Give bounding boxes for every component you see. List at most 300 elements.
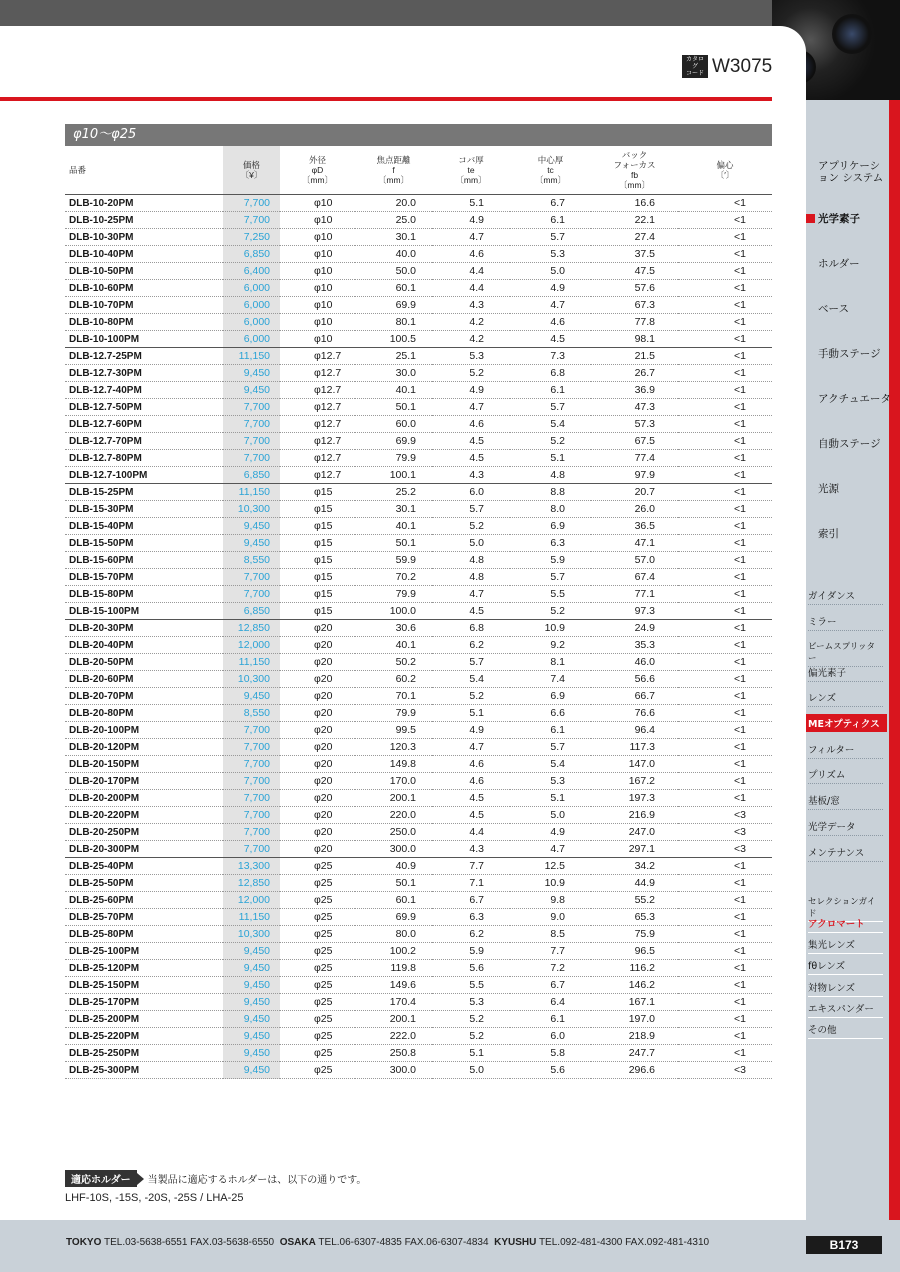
- sidebar-ac-achromat[interactable]: アクロマート: [808, 916, 883, 933]
- cell-focal-length: 79.9: [355, 586, 432, 603]
- cell-back-focus: 55.2: [591, 892, 678, 909]
- sidebar-ac-expander[interactable]: エキスパンダー: [808, 1001, 883, 1018]
- cell-back-focus: 76.6: [591, 705, 678, 722]
- table-row: [65, 297, 772, 314]
- table-row: [65, 501, 772, 518]
- cell-outer-diameter: φ12.7: [280, 467, 355, 484]
- cell-price: 6,850: [223, 603, 280, 620]
- table-row: [65, 229, 772, 246]
- cell-focal-length: 100.0: [355, 603, 432, 620]
- cell-edge-thickness: 5.2: [432, 688, 510, 705]
- cell-decentration: <1: [678, 790, 772, 807]
- cell-center-thickness: 5.0: [510, 263, 591, 280]
- cell-center-thickness: 4.5: [510, 331, 591, 348]
- cell-edge-thickness: 4.5: [432, 807, 510, 824]
- column-header-focal-length: 焦点距離 f 〔mm〕: [355, 146, 432, 195]
- spec-table-section: [65, 124, 772, 1079]
- cell-focal-length: 60.0: [355, 416, 432, 433]
- cell-back-focus: 117.3: [591, 739, 678, 756]
- cell-edge-thickness: 4.5: [432, 790, 510, 807]
- cell-center-thickness: 6.8: [510, 365, 591, 382]
- cell-part-number: DLB-10-30PM: [65, 229, 223, 246]
- cell-edge-thickness: 5.1: [432, 1045, 510, 1062]
- sidebar-sub-optical-data[interactable]: 光学データ: [808, 819, 883, 836]
- holder-label: 適応ホルダー: [65, 1170, 137, 1187]
- cell-outer-diameter: φ12.7: [280, 382, 355, 399]
- cell-decentration: <1: [678, 977, 772, 994]
- cell-edge-thickness: 5.3: [432, 994, 510, 1011]
- cell-price: 7,700: [223, 739, 280, 756]
- cell-focal-length: 79.9: [355, 705, 432, 722]
- cell-price: 7,700: [223, 416, 280, 433]
- cell-outer-diameter: φ12.7: [280, 433, 355, 450]
- cell-center-thickness: 4.7: [510, 841, 591, 858]
- arrow-right-icon: [137, 1173, 144, 1185]
- cell-part-number: DLB-25-70PM: [65, 909, 223, 926]
- cell-price: 9,450: [223, 960, 280, 977]
- sidebar-ac-objective[interactable]: 対物レンズ: [808, 980, 883, 997]
- cell-focal-length: 40.0: [355, 246, 432, 263]
- cell-decentration: <1: [678, 212, 772, 229]
- cell-center-thickness: 10.9: [510, 875, 591, 892]
- table-row: [65, 212, 772, 229]
- cell-edge-thickness: 5.0: [432, 1062, 510, 1079]
- cell-back-focus: 296.6: [591, 1062, 678, 1079]
- cell-outer-diameter: φ20: [280, 807, 355, 824]
- header-divider: [0, 97, 772, 101]
- table-row: [65, 841, 772, 858]
- cell-decentration: <1: [678, 535, 772, 552]
- cell-center-thickness: 8.8: [510, 484, 591, 501]
- sidebar-sub-lens[interactable]: レンズ: [808, 690, 883, 707]
- sidebar-item-application-system[interactable]: アプリケーション システム: [818, 160, 884, 184]
- cell-outer-diameter: φ12.7: [280, 450, 355, 467]
- cell-decentration: <1: [678, 484, 772, 501]
- cell-part-number: DLB-20-200PM: [65, 790, 223, 807]
- sidebar-item-light-source[interactable]: 光源: [818, 483, 839, 495]
- sidebar-item-auto-stage[interactable]: 自動ステージ: [818, 438, 881, 450]
- cell-center-thickness: 9.8: [510, 892, 591, 909]
- cell-outer-diameter: φ20: [280, 841, 355, 858]
- cell-decentration: <1: [678, 909, 772, 926]
- cell-price: 7,700: [223, 790, 280, 807]
- cell-center-thickness: 5.3: [510, 246, 591, 263]
- sidebar-sub-substrate[interactable]: 基板/窓: [808, 793, 883, 810]
- cell-focal-length: 60.1: [355, 892, 432, 909]
- sidebar-item-holder[interactable]: ホルダー: [818, 258, 860, 270]
- cell-back-focus: 67.3: [591, 297, 678, 314]
- cell-price: 9,450: [223, 1062, 280, 1079]
- cell-price: 10,300: [223, 671, 280, 688]
- cell-price: 9,450: [223, 382, 280, 399]
- cell-back-focus: 36.5: [591, 518, 678, 535]
- cell-decentration: <1: [678, 1011, 772, 1028]
- column-header-center-thickness: 中心厚 tc 〔mm〕: [510, 146, 591, 195]
- top-bar: [0, 0, 800, 26]
- cell-price: 9,450: [223, 1045, 280, 1062]
- table-row: [65, 960, 772, 977]
- table-row: [65, 603, 772, 620]
- cell-focal-length: 60.2: [355, 671, 432, 688]
- sidebar-sub-polarizer[interactable]: 偏光素子: [808, 665, 883, 682]
- cell-edge-thickness: 5.6: [432, 960, 510, 977]
- cell-outer-diameter: φ10: [280, 280, 355, 297]
- cell-outer-diameter: φ20: [280, 705, 355, 722]
- table-row: [65, 314, 772, 331]
- sidebar-sub-beam-splitter[interactable]: ビームスプリッター: [808, 640, 883, 667]
- cell-decentration: <1: [678, 756, 772, 773]
- cell-price: 7,700: [223, 841, 280, 858]
- cell-edge-thickness: 5.2: [432, 365, 510, 382]
- cell-price: 9,450: [223, 1028, 280, 1045]
- sidebar-item-actuator[interactable]: アクチュエータ: [818, 393, 891, 405]
- sidebar-sub-guidance[interactable]: ガイダンス: [808, 588, 883, 605]
- cell-focal-length: 100.1: [355, 467, 432, 484]
- holder-models: LHF-10S, -15S, -20S, -25S / LHA-25: [65, 1192, 244, 1204]
- cell-center-thickness: 5.7: [510, 739, 591, 756]
- sidebar-ac-selection-guide[interactable]: セレクションガイド: [808, 895, 883, 922]
- cell-decentration: <1: [678, 297, 772, 314]
- cell-back-focus: 46.0: [591, 654, 678, 671]
- cell-price: 11,150: [223, 484, 280, 501]
- cell-part-number: DLB-25-300PM: [65, 1062, 223, 1079]
- sidebar-sub-filter[interactable]: フィルター: [808, 742, 883, 759]
- cell-decentration: <1: [678, 586, 772, 603]
- cell-edge-thickness: 4.4: [432, 280, 510, 297]
- cell-back-focus: 147.0: [591, 756, 678, 773]
- cell-focal-length: 170.0: [355, 773, 432, 790]
- cell-focal-length: 79.9: [355, 450, 432, 467]
- table-row: [65, 416, 772, 433]
- cell-price: 9,450: [223, 518, 280, 535]
- cell-edge-thickness: 5.1: [432, 705, 510, 722]
- cell-price: 11,150: [223, 909, 280, 926]
- cell-center-thickness: 6.1: [510, 382, 591, 399]
- cell-edge-thickness: 6.2: [432, 637, 510, 654]
- table-row: [65, 1011, 772, 1028]
- cell-part-number: DLB-20-100PM: [65, 722, 223, 739]
- cell-price: 9,450: [223, 994, 280, 1011]
- cell-price: 7,700: [223, 569, 280, 586]
- cell-focal-length: 220.0: [355, 807, 432, 824]
- column-header-edge-thickness: コバ厚 te 〔mm〕: [432, 146, 510, 195]
- cell-price: 12,000: [223, 892, 280, 909]
- cell-focal-length: 25.1: [355, 348, 432, 365]
- cell-part-number: DLB-15-80PM: [65, 586, 223, 603]
- cell-decentration: <1: [678, 875, 772, 892]
- cell-price: 7,700: [223, 773, 280, 790]
- table-row: [65, 246, 772, 263]
- cell-focal-length: 149.8: [355, 756, 432, 773]
- cell-outer-diameter: φ10: [280, 229, 355, 246]
- cell-focal-length: 69.9: [355, 909, 432, 926]
- cell-outer-diameter: φ25: [280, 1011, 355, 1028]
- cell-focal-length: 40.1: [355, 637, 432, 654]
- cell-outer-diameter: φ10: [280, 263, 355, 280]
- table-row: [65, 892, 772, 909]
- cell-price: 7,700: [223, 212, 280, 229]
- active-marker-icon: [806, 214, 815, 223]
- cell-center-thickness: 8.5: [510, 926, 591, 943]
- cell-decentration: <1: [678, 501, 772, 518]
- cell-part-number: DLB-15-30PM: [65, 501, 223, 518]
- cell-part-number: DLB-10-40PM: [65, 246, 223, 263]
- table-row: [65, 518, 772, 535]
- cell-back-focus: 35.3: [591, 637, 678, 654]
- cell-center-thickness: 8.1: [510, 654, 591, 671]
- cell-focal-length: 69.9: [355, 297, 432, 314]
- cell-focal-length: 30.1: [355, 229, 432, 246]
- cell-price: 7,700: [223, 756, 280, 773]
- table-row: [65, 1028, 772, 1045]
- cell-decentration: <1: [678, 467, 772, 484]
- cell-part-number: DLB-25-150PM: [65, 977, 223, 994]
- cell-part-number: DLB-10-80PM: [65, 314, 223, 331]
- cell-outer-diameter: φ10: [280, 314, 355, 331]
- cell-outer-diameter: φ25: [280, 1045, 355, 1062]
- sidebar-item-base[interactable]: ベース: [818, 303, 849, 315]
- cell-center-thickness: 10.9: [510, 620, 591, 637]
- cell-edge-thickness: 4.7: [432, 399, 510, 416]
- cell-back-focus: 20.7: [591, 484, 678, 501]
- catalog-code: [682, 55, 772, 78]
- table-header: [65, 146, 772, 195]
- table-row: [65, 280, 772, 297]
- table-row: [65, 382, 772, 399]
- cell-focal-length: 60.1: [355, 280, 432, 297]
- cell-back-focus: 146.2: [591, 977, 678, 994]
- cell-back-focus: 57.0: [591, 552, 678, 569]
- sidebar-item-optical-elements[interactable]: 光学素子: [806, 211, 860, 226]
- cell-center-thickness: 8.0: [510, 501, 591, 518]
- cell-back-focus: 116.2: [591, 960, 678, 977]
- table-row: [65, 450, 772, 467]
- cell-back-focus: 77.1: [591, 586, 678, 603]
- table-row: [65, 654, 772, 671]
- table-row: [65, 688, 772, 705]
- sidebar-item-manual-stage[interactable]: 手動ステージ: [818, 348, 881, 360]
- table-row: [65, 467, 772, 484]
- table-row: [65, 756, 772, 773]
- cell-decentration: <1: [678, 348, 772, 365]
- cell-back-focus: 247.7: [591, 1045, 678, 1062]
- sidebar-ac-condenser[interactable]: 集光レンズ: [808, 937, 883, 954]
- cell-outer-diameter: φ20: [280, 824, 355, 841]
- sidebar-item-index[interactable]: 索引: [818, 528, 839, 540]
- cell-center-thickness: 5.7: [510, 229, 591, 246]
- cell-decentration: <3: [678, 824, 772, 841]
- table-row: [65, 824, 772, 841]
- cell-price: 10,300: [223, 501, 280, 518]
- cell-edge-thickness: 4.3: [432, 841, 510, 858]
- cell-outer-diameter: φ20: [280, 773, 355, 790]
- cell-edge-thickness: 4.5: [432, 450, 510, 467]
- cell-decentration: <1: [678, 637, 772, 654]
- cell-part-number: DLB-12.7-80PM: [65, 450, 223, 467]
- cell-decentration: <1: [678, 705, 772, 722]
- cell-part-number: DLB-20-300PM: [65, 841, 223, 858]
- cell-outer-diameter: φ20: [280, 688, 355, 705]
- cell-edge-thickness: 5.3: [432, 348, 510, 365]
- cell-edge-thickness: 4.3: [432, 297, 510, 314]
- cell-outer-diameter: φ12.7: [280, 416, 355, 433]
- cell-price: 6,000: [223, 331, 280, 348]
- cell-price: 9,450: [223, 365, 280, 382]
- cell-part-number: DLB-10-50PM: [65, 263, 223, 280]
- cell-outer-diameter: φ25: [280, 943, 355, 960]
- cell-focal-length: 99.5: [355, 722, 432, 739]
- cell-decentration: <1: [678, 1045, 772, 1062]
- cell-outer-diameter: φ20: [280, 654, 355, 671]
- cell-decentration: <1: [678, 331, 772, 348]
- cell-price: 7,700: [223, 824, 280, 841]
- cell-center-thickness: 7.4: [510, 671, 591, 688]
- cell-focal-length: 30.0: [355, 365, 432, 382]
- cell-edge-thickness: 4.2: [432, 314, 510, 331]
- cell-part-number: DLB-12.7-100PM: [65, 467, 223, 484]
- table-row: [65, 943, 772, 960]
- cell-focal-length: 59.9: [355, 552, 432, 569]
- sidebar-sub-maintenance[interactable]: メンテナンス: [808, 845, 883, 862]
- cell-decentration: <1: [678, 569, 772, 586]
- cell-part-number: DLB-15-70PM: [65, 569, 223, 586]
- cell-center-thickness: 5.3: [510, 773, 591, 790]
- cell-outer-diameter: φ10: [280, 331, 355, 348]
- table-row: [65, 620, 772, 637]
- cell-price: 9,450: [223, 535, 280, 552]
- column-header-decentration: 偏心 〔′〕: [678, 146, 772, 195]
- cell-focal-length: 250.0: [355, 824, 432, 841]
- cell-part-number: DLB-20-150PM: [65, 756, 223, 773]
- cell-part-number: DLB-10-70PM: [65, 297, 223, 314]
- cell-back-focus: 26.0: [591, 501, 678, 518]
- cell-focal-length: 40.1: [355, 518, 432, 535]
- cell-part-number: DLB-15-25PM: [65, 484, 223, 501]
- cell-back-focus: 216.9: [591, 807, 678, 824]
- cell-back-focus: 97.3: [591, 603, 678, 620]
- sidebar-sub-me-optics[interactable]: MEオプティクス: [806, 714, 887, 732]
- cell-edge-thickness: 4.8: [432, 569, 510, 586]
- column-header-back-focus: バック フォーカス fb 〔mm〕: [591, 146, 678, 195]
- cell-part-number: DLB-25-120PM: [65, 960, 223, 977]
- kyushu-label: KYUSHU: [494, 1237, 537, 1248]
- cell-edge-thickness: 4.9: [432, 382, 510, 399]
- cell-outer-diameter: φ12.7: [280, 365, 355, 382]
- cell-center-thickness: 7.2: [510, 960, 591, 977]
- cell-edge-thickness: 4.5: [432, 433, 510, 450]
- sidebar-ac-ftheta[interactable]: fθレンズ: [808, 958, 883, 975]
- cell-price: 7,700: [223, 807, 280, 824]
- cell-edge-thickness: 4.7: [432, 739, 510, 756]
- cell-part-number: DLB-20-80PM: [65, 705, 223, 722]
- table-row: [65, 705, 772, 722]
- cell-center-thickness: 5.6: [510, 1062, 591, 1079]
- cell-edge-thickness: 6.2: [432, 926, 510, 943]
- cell-outer-diameter: φ10: [280, 246, 355, 263]
- cell-decentration: <1: [678, 926, 772, 943]
- kyushu-contact: TEL.092-481-4300 FAX.092-481-4310: [538, 1237, 710, 1248]
- cell-center-thickness: 4.7: [510, 297, 591, 314]
- cell-center-thickness: 6.6: [510, 705, 591, 722]
- cell-edge-thickness: 5.0: [432, 535, 510, 552]
- cell-focal-length: 119.8: [355, 960, 432, 977]
- cell-outer-diameter: φ15: [280, 586, 355, 603]
- cell-back-focus: 297.1: [591, 841, 678, 858]
- cell-decentration: <1: [678, 722, 772, 739]
- cell-part-number: DLB-20-170PM: [65, 773, 223, 790]
- table-row: [65, 926, 772, 943]
- cell-center-thickness: 6.9: [510, 688, 591, 705]
- cell-center-thickness: 5.8: [510, 1045, 591, 1062]
- cell-edge-thickness: 5.7: [432, 654, 510, 671]
- cell-edge-thickness: 4.6: [432, 756, 510, 773]
- tokyo-label: TOKYO: [66, 1237, 102, 1248]
- cell-price: 10,300: [223, 926, 280, 943]
- cell-part-number: DLB-20-60PM: [65, 671, 223, 688]
- sidebar-sub-prism[interactable]: プリズム: [808, 767, 883, 784]
- cell-focal-length: 50.0: [355, 263, 432, 280]
- cell-edge-thickness: 6.3: [432, 909, 510, 926]
- cell-price: 8,550: [223, 552, 280, 569]
- cell-price: 7,700: [223, 399, 280, 416]
- page-number: B173: [806, 1236, 882, 1254]
- table-row: [65, 348, 772, 365]
- cell-part-number: DLB-25-80PM: [65, 926, 223, 943]
- cell-part-number: DLB-25-50PM: [65, 875, 223, 892]
- cell-part-number: DLB-25-40PM: [65, 858, 223, 875]
- cell-focal-length: 25.0: [355, 212, 432, 229]
- cell-back-focus: 47.3: [591, 399, 678, 416]
- cell-price: 7,250: [223, 229, 280, 246]
- cell-decentration: <1: [678, 620, 772, 637]
- cell-price: 12,850: [223, 620, 280, 637]
- cell-center-thickness: 6.7: [510, 195, 591, 212]
- cell-edge-thickness: 4.6: [432, 773, 510, 790]
- cell-price: 12,850: [223, 875, 280, 892]
- cell-outer-diameter: φ25: [280, 892, 355, 909]
- cell-outer-diameter: φ20: [280, 620, 355, 637]
- cell-decentration: <1: [678, 994, 772, 1011]
- cell-edge-thickness: 4.9: [432, 212, 510, 229]
- cell-edge-thickness: 4.9: [432, 722, 510, 739]
- cell-center-thickness: 6.0: [510, 1028, 591, 1045]
- table-row: [65, 875, 772, 892]
- table-row: [65, 586, 772, 603]
- cell-center-thickness: 6.1: [510, 1011, 591, 1028]
- cell-back-focus: 36.9: [591, 382, 678, 399]
- cell-back-focus: 218.9: [591, 1028, 678, 1045]
- cell-outer-diameter: φ10: [280, 212, 355, 229]
- cell-outer-diameter: φ15: [280, 569, 355, 586]
- cell-decentration: <1: [678, 654, 772, 671]
- sidebar-sub-mirror[interactable]: ミラー: [808, 614, 883, 631]
- cell-outer-diameter: φ25: [280, 875, 355, 892]
- cell-edge-thickness: 4.6: [432, 246, 510, 263]
- cell-center-thickness: 5.2: [510, 603, 591, 620]
- sidebar-ac-other[interactable]: その他: [808, 1022, 883, 1039]
- cell-center-thickness: 5.7: [510, 569, 591, 586]
- table-row: [65, 994, 772, 1011]
- cell-center-thickness: 5.1: [510, 450, 591, 467]
- table-row: [65, 807, 772, 824]
- cell-outer-diameter: φ12.7: [280, 348, 355, 365]
- osaka-label: OSAKA: [279, 1237, 316, 1248]
- cell-decentration: <1: [678, 195, 772, 212]
- cell-decentration: <1: [678, 773, 772, 790]
- cell-outer-diameter: φ25: [280, 909, 355, 926]
- cell-decentration: <1: [678, 603, 772, 620]
- cell-center-thickness: 9.2: [510, 637, 591, 654]
